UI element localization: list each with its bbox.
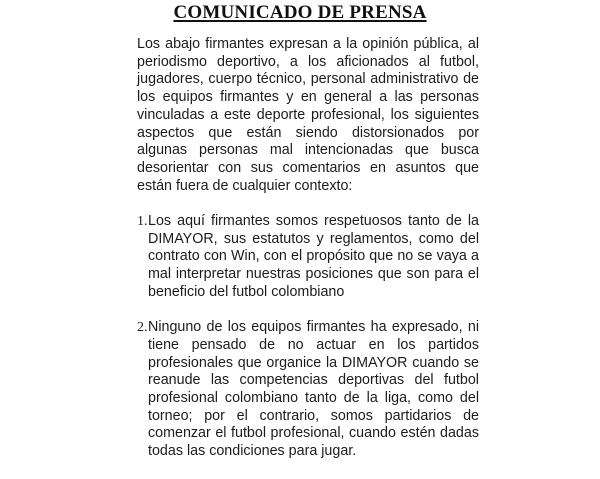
list-item-2 xyxy=(137,319,479,461)
numbered-list xyxy=(137,213,479,461)
list-item-text: Ninguno de los equipos firmantes ha expresado, ni tiene pensado de no actuar en los partidos profesionales que organice la DIMAYOR cuando se reanude las competencias deportivas del futbol profesional colombiano tanto de la liga, como del torneo; por el contrario, somos partidarios de comenzar el futbol profesional, cuando estén dadas todas las condiciones para jugar. xyxy=(148,319,479,460)
document-body xyxy=(137,36,479,479)
title-text: COMUNICADO DE PRENSA xyxy=(173,2,427,23)
document-title xyxy=(0,1,600,25)
list-item-text: Los aquí firmantes somos respetuosos tanto de la DIMAYOR, sus estatutos y reglamentos, como del contrato con Win, con el propósito que no se vaya a mal interpretar nuestras posiciones que son para el beneficio del futbol colombiano xyxy=(148,213,479,300)
list-number: 1. xyxy=(137,214,148,230)
list-number: 2. xyxy=(137,320,148,336)
list-item-1 xyxy=(137,213,479,302)
intro-paragraph: Los abajo firmantes expresan a la opinión pública, al periodismo deportivo, a los aficionados al futbol, jugadores, cuerpo técnico, personal administrativo de los equipos firmantes y en general a las personas vinculadas a este deporte profesional, los siguientes aspectos que están siendo distorsionados por algunas personas mal intencionadas que busca desorientar con sus comentarios en asuntos que están fuera de cualquier contexto: xyxy=(137,36,479,194)
